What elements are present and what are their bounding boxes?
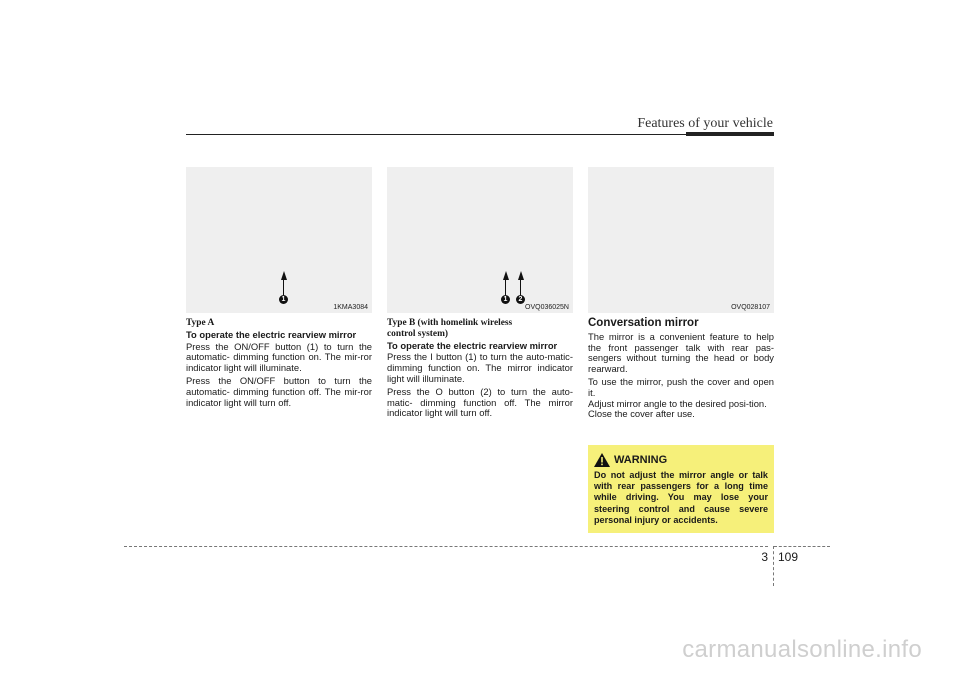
callout-1: 1 [501,295,510,304]
page-number: 109 [778,550,799,564]
page-header-title: Features of your vehicle [637,116,773,131]
arrow-up-icon [503,271,509,280]
warning-text: Do not adjust the mirror angle or talk with rear passengers for a long time while driving. You may lose your steering control and cause severe personal injury or accidents. [594,470,768,525]
arrow-line [283,279,284,295]
type-label: Type A [186,318,215,328]
header-bar [686,132,774,136]
sub-heading: To operate the electric rearview mirror [186,328,357,340]
footer-vertical-divider [773,546,774,586]
figure-conversation-mirror [588,167,774,313]
sub-heading: To operate the electric rearview mirror [387,339,558,351]
paragraph: To use the mirror, push the cover and open it. [588,375,774,398]
column-type-a [186,318,372,410]
footer-divider [124,546,768,547]
paragraph: Press the ON/OFF button to turn the automatic- dimming function off. The mir-ror indicator light will turn off. [186,374,372,408]
footer-divider-right [774,546,830,547]
callout-2: 2 [516,295,525,304]
paragraph: Adjust mirror angle to the desired posi-tion. [588,397,767,409]
callout-1: 1 [279,295,288,304]
figure-code: OVQ036025N [525,304,569,311]
type-label: Type B (with homelink wireless control system) [387,318,513,339]
arrow-up-icon [518,271,524,280]
column-conversation-mirror [588,318,774,420]
warning-triangle-icon [594,453,610,467]
paragraph: Press the I button (1) to turn the auto-matic- dimming function on. The mirror indicator light will illuminate. [387,351,573,384]
figure-code: OVQ028107 [731,304,770,311]
figure-type-b [387,167,573,313]
section-heading: Conversation mirror [588,317,699,329]
figure-type-a [186,167,372,313]
warning-title: WARNING [614,454,668,466]
figure-code: 1KMA3084 [333,304,368,311]
paragraph: Press the ON/OFF button (1) to turn the automatic- dimming function on. The mir-ror indicator light will illuminate. [186,340,372,374]
warning-box [588,445,774,533]
arrow-line [505,279,506,295]
warning-title-row [594,453,667,467]
arrow-line [520,279,521,295]
column-type-b [387,318,573,421]
arrow-up-icon [281,271,287,280]
paragraph: Press the O button (2) to turn the auto-matic- dimming function off. The mirror indicator light will turn off. [387,385,573,419]
header-rule [186,134,686,135]
chapter-number: 3 [761,550,768,564]
paragraph: Close the cover after use. [588,408,695,420]
paragraph: The mirror is a convenient feature to help the front passenger talk with rear pas-sengers without turning the head or body rearward. [588,330,774,375]
watermark: carmanualsonline.info [682,636,922,663]
